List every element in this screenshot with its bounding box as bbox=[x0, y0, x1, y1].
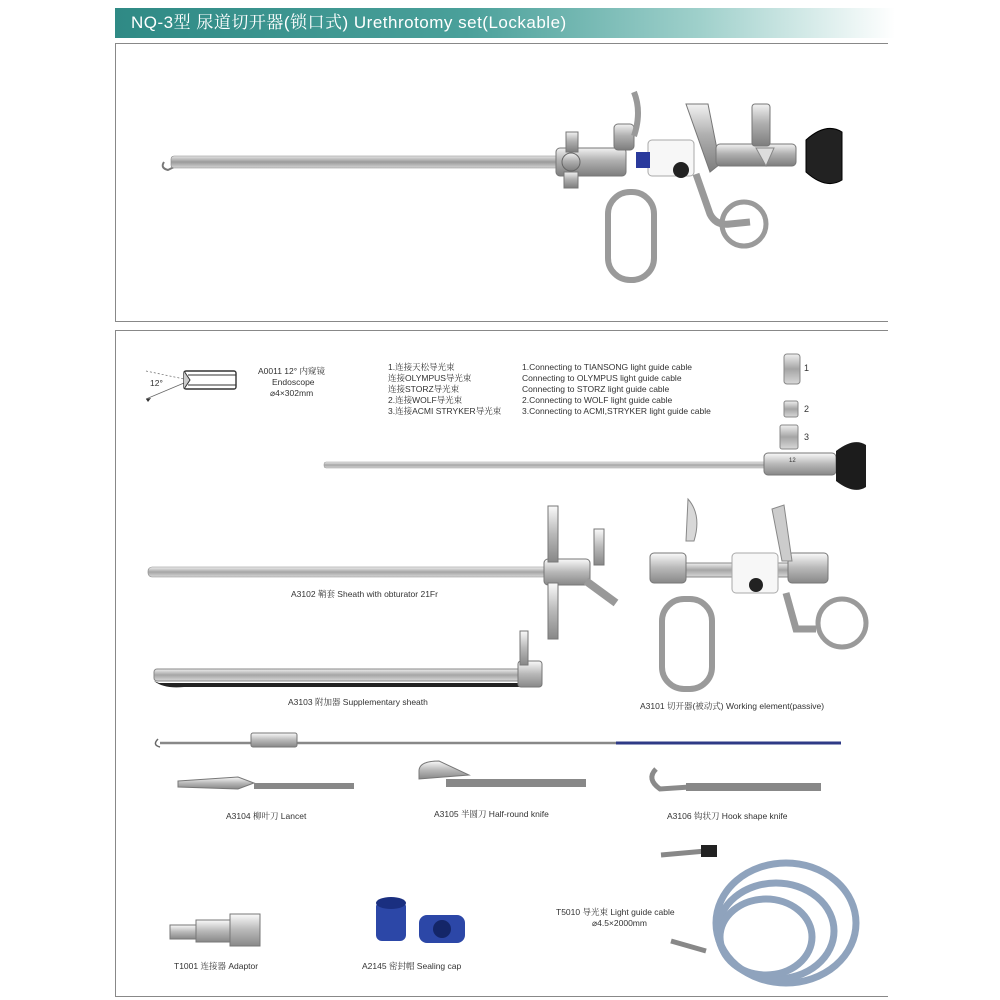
lancet-illustration bbox=[178, 777, 354, 789]
scope-angle-marking: 12 bbox=[789, 458, 796, 464]
connection-cn-3: 连接STORZ导光束 bbox=[388, 384, 460, 394]
light-cable-label-line2: ⌀4.5×2000mm bbox=[592, 918, 647, 928]
components-illustration bbox=[116, 331, 888, 996]
sheath-illustration bbox=[148, 506, 616, 639]
page-title: NQ-3型 尿道切开器(锁口式) Urethrotomy set(Lockable) bbox=[115, 8, 895, 38]
adapter-number-2: 2 bbox=[804, 404, 810, 414]
supplementary-sheath-label: A3103 附加器 Supplementary sheath bbox=[288, 697, 428, 707]
endoscope-angle-label: 12° bbox=[150, 378, 163, 388]
connection-cn-1: 1.连接天松导光束 bbox=[388, 362, 455, 372]
supplementary-sheath-illustration bbox=[154, 631, 542, 687]
hook-knife-label: A3106 钩状刀 Hook shape knife bbox=[667, 811, 788, 821]
endoscope-label-line3: ⌀4×302mm bbox=[270, 388, 314, 398]
connection-cn-2: 连接OLYMPUS导光束 bbox=[388, 373, 472, 383]
components-panel bbox=[115, 330, 888, 997]
adapter-number-1: 1 bbox=[804, 363, 810, 373]
sealing-cap-label: A2145 密封帽 Sealing cap bbox=[362, 961, 462, 971]
connection-en-1: 1.Connecting to TIANSONG light guide cable bbox=[522, 362, 692, 372]
connection-en-5: 3.Connecting to ACMI,STRYKER light guide cable bbox=[522, 406, 711, 416]
lancet-label: A3104 柳叶刀 Lancet bbox=[226, 811, 307, 821]
light-guide-cable-illustration bbox=[661, 845, 856, 983]
connection-en-2: Connecting to OLYMPUS light guide cable bbox=[522, 373, 682, 383]
sealing-caps-illustration bbox=[376, 897, 465, 943]
assembled-instrument-panel bbox=[115, 43, 888, 322]
connection-cn-4: 2.连接WOLF导光束 bbox=[388, 395, 463, 405]
adaptor-label: T1001 连接器 Adaptor bbox=[174, 961, 259, 971]
adapter-number-3: 3 bbox=[804, 432, 810, 442]
connection-en-3: Connecting to STORZ light guide cable bbox=[522, 384, 670, 394]
endoscope-label-line2: Endoscope bbox=[272, 377, 315, 387]
light-cable-adapters bbox=[780, 354, 800, 449]
half-round-knife-illustration bbox=[419, 761, 586, 787]
working-element-label: A3101 切开器(被动式) Working element(passive) bbox=[640, 701, 825, 711]
light-cable-label-line1: T5010 导光束 Light guide cable bbox=[556, 907, 675, 917]
connection-cn-5: 3.连接ACMI STRYKER导光束 bbox=[388, 406, 502, 416]
connection-en-4: 2.Connecting to WOLF light guide cable bbox=[522, 395, 673, 405]
half-round-knife-label: A3105 半圆刀 Half-round knife bbox=[434, 809, 549, 819]
adaptor-illustration bbox=[170, 914, 260, 946]
assembled-urethrotome-illustration bbox=[116, 44, 888, 321]
endoscope-label-line1: A0011 12° 内窥镜 bbox=[258, 366, 326, 376]
hook-knife-illustration bbox=[652, 769, 821, 791]
sheath-label: A3102 鞘套 Sheath with obturator 21Fr bbox=[291, 589, 438, 599]
knife-rod-illustration bbox=[155, 733, 841, 747]
working-element-illustration bbox=[650, 499, 866, 689]
